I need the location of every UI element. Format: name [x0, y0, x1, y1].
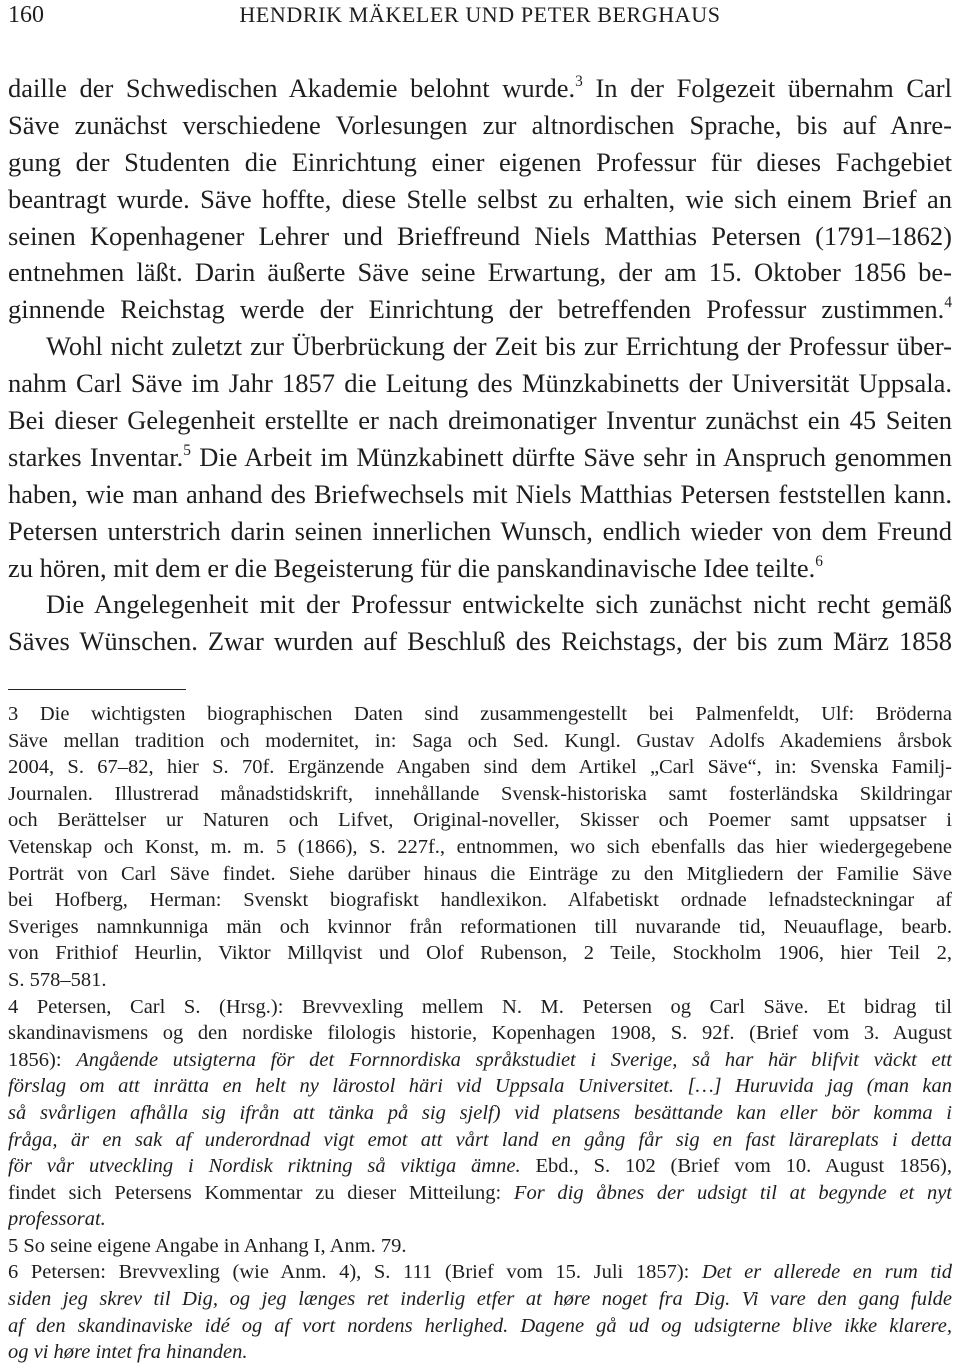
body-line [8, 439, 952, 476]
footnote-text: Die wichtigsten biographischen Daten sind zusammengestellt bei Palmenfeldt, Ulf: Bröderna [39, 703, 952, 725]
footnote-line: Sveriges namnkunniga män och kvinnor från reformationen till nuvarande tid, Neuauflage, bearb. [8, 915, 952, 938]
footnote-3 [8, 701, 952, 994]
body-line-text: daille der Schwedischen Akademie belohnt wurde. [8, 73, 576, 103]
footnote-line [8, 1259, 952, 1286]
footnote-quote: Det er allerede en rum tid [701, 1261, 952, 1284]
footnote-line: Journalen. Illustrerad månadstidskrift, innehållande Svensk-historiska samt fosterländska Skildringar [8, 782, 952, 805]
footnote-reference: 4 [944, 294, 952, 312]
footnote-quote-line: af den skandinaviske idé og af vort nordens herlighed. Dagene gå ud og udsigterne blive ikke klarere, [8, 1314, 952, 1337]
body-line: haben, wie man anhand des Briefwechsels mit Niels Matthias Petersen feststellen kann. [8, 478, 952, 509]
running-title: HENDRIK MÄKELER UND PETER BERGHAUS [239, 2, 721, 27]
footnote-line: Porträt von Carl Säve findet. Siehe darüber hinaus die Einträge zu den Mitgliedern der Familie Säve [8, 862, 952, 885]
footnote-line: S. 578–581. [8, 968, 107, 991]
footnote-line [8, 1180, 952, 1207]
footnote-quote-line: fråga, är en sak af underordnad vigt emot att vårt land en gång får sig en fast lärareplats i detta [8, 1128, 952, 1151]
footnote-line [8, 994, 952, 1021]
body-line: entnehmen läßt. Darin äußerte Säve seine Erwartung, der am 15. Oktober 1856 be- [8, 257, 952, 288]
footnote-text: 1856): [8, 1048, 77, 1071]
body-line: Säves Wünschen. Zwar wurden auf Beschluß des Reichstags, der bis zum März 1858 [8, 626, 952, 657]
body-line-text: zu hören, mit dem er die Begeisterung für die panskandinavische Idee teilte. [8, 552, 816, 583]
body-line: beantragt wurde. Säve hoffte, diese Stelle selbst zu erhalten, wie sich einem Brief an [8, 183, 952, 214]
body-line: nahm Carl Säve im Jahr 1857 die Leitung des Münzkabinetts der Universität Uppsala. [8, 368, 952, 399]
footnote-line [8, 701, 952, 728]
footnote-quote: för vår utveckling i Nordisk riktning så viktiga ämne. [8, 1155, 521, 1178]
footnote-6 [8, 1259, 952, 1365]
footnote-text: Petersen: Brevvexling (wie Anm. 4), S. 111 (Brief vom 15. Juli 1857): [30, 1261, 702, 1284]
footnote-line: bei Hofberg, Herman: Svenskt biografiskt handlexikon. Alfabetiskt ordnade lefnadsteckningar af [8, 889, 952, 912]
body-line: Wohl nicht zuletzt zur Überbrückung der Zeit bis zur Errichtung der Professur über- [46, 331, 952, 362]
page-number: 160 [8, 2, 44, 28]
footnote-line: Vetenskap och Konst, m. m. 5 (1866), S. 227f., entnommen, wo sich ebenfalls das hier wiedergegebene [8, 835, 952, 858]
body-line-text: Die Arbeit im Münzkabinett dürfte Säve sehr in Anspruch genommen [190, 441, 952, 472]
footnote-4 [8, 994, 952, 1233]
footnote-text: So seine eigene Angabe in Anhang I, Anm. 79. [23, 1234, 407, 1257]
footnote-quote-line: professorat. [8, 1208, 106, 1231]
body-text [8, 70, 952, 660]
footnote-line [8, 1153, 952, 1180]
footnote-line [8, 1233, 952, 1260]
body-line [8, 550, 952, 587]
body-line: Die Angelegenheit mit der Professur entwickelte sich zunächst nicht recht gemäß [46, 589, 952, 620]
footnote-number: 4 [8, 995, 19, 1018]
footnote-reference: 5 [183, 441, 191, 459]
footnote-line: von Frithiof Heurlin, Viktor Millqvist und Olof Rubenson, 2 Teile, Stockholm 1906, hier Teil 2, [8, 942, 952, 965]
footnote-number: 3 [8, 703, 19, 725]
body-line-text: ginnende Reichstag werde der Einrichtung der betreffenden Professur zustimmen. [8, 294, 945, 325]
footnote-text: findet sich Petersens Kommentar zu dieser Mitteilung: [8, 1181, 514, 1204]
running-header [8, 0, 952, 30]
footnote-separator [8, 689, 186, 690]
footnote-line: och Berättelser ur Naturen och Lifvet, Original-noveller, Skisser och Poemer samt uppsatser i [8, 809, 952, 832]
footnote-number: 6 [8, 1261, 19, 1284]
footnote-line [8, 1047, 952, 1074]
body-line-text: In der Folgezeit übernahm Carl [582, 73, 952, 103]
footnote-line: skandinavismens og den nordiske filologis historie, Kopenhagen 1908, S. 92f. (Brief vom 3. August [8, 1022, 952, 1045]
footnote-line: Säve mellan tradition och modernitet, in: Saga och Sed. Kungl. Gustav Adolfs Akademiens årsbok [8, 729, 952, 752]
body-line: gung der Studenten die Einrichtung einer eigenen Professur für dieses Fachgebiet [8, 146, 952, 177]
footnote-quote-line: så svårligen afhålla sig ifrån att tänka på sig sjelf) vid platsens besättande kan eller bör komma i [8, 1101, 952, 1124]
body-line: seinen Kopenhagener Lehrer und Brieffreund Niels Matthias Petersen (1791–1862) [8, 220, 952, 251]
footnote-number: 5 [8, 1234, 19, 1257]
footnote-reference: 3 [575, 72, 583, 90]
footnote-text: Petersen, Carl S. (Hrsg.): Brevvexling mellem N. M. Petersen og Carl Säve. Et bidrag til [36, 995, 952, 1018]
footnote-quote-line: siden jeg skrev til Dig, og jeg længes ret inderlig etfer at høre noget fra Dig. Vi vare den gang fulde [8, 1288, 952, 1311]
footnote-reference: 6 [815, 552, 823, 570]
footnote-line: 2004, S. 67–82, hier S. 70f. Ergänzende Angaben sind dem Artikel „Carl Säve“, in: Svenska Familj- [8, 756, 952, 779]
body-line: Petersen unterstrich darin seinen innerlichen Wunsch, endlich wieder von dem Freund [8, 515, 952, 546]
body-line-text: starkes Inventar. [8, 441, 184, 472]
body-line: Säve zunächst verschiedene Vorlesungen zur altnordischen Sprache, bis auf Anre- [8, 109, 952, 140]
footnote-quote: For dig åbnes der udsigt til at begynde et nyt [513, 1181, 952, 1204]
body-line [8, 70, 952, 107]
footnote-quote: Angående utsigterna för det Fornnordiska språkstudiet i Sverige, så har här blifvit väckt ett [76, 1048, 952, 1071]
body-line: Bei dieser Gelegenheit erstellte er nach dreimonatiger Inventur zunächst ein 45 Seiten [8, 405, 952, 436]
footnote-5 [8, 1233, 952, 1260]
body-line [8, 291, 952, 328]
footnote-text: Ebd., S. 102 (Brief vom 10. August 1856), [520, 1155, 952, 1178]
footnote-quote-line: og vi høre intet fra hinanden. [8, 1341, 248, 1364]
footnotes [8, 701, 952, 1366]
footnote-quote-line: förslag om att inrätta en helt ny lärostol häri vid Uppsala Universitet. […] Huruvida jag (man kan [8, 1075, 952, 1098]
